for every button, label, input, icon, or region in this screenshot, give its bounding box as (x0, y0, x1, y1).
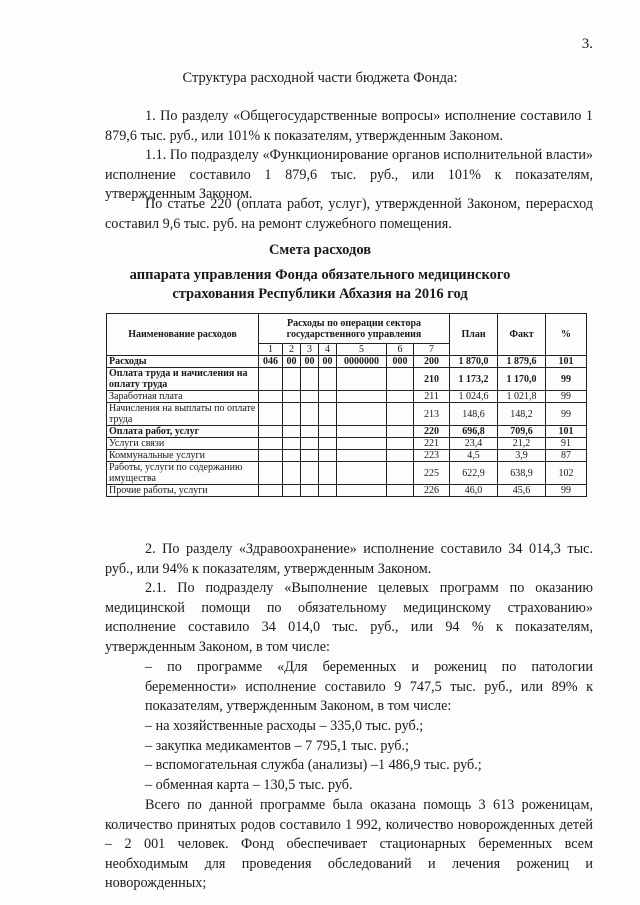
row-name-cell: Начисления на выплаты по оплате труда (107, 403, 259, 426)
code-cell (283, 485, 301, 497)
plan-cell: 696,8 (450, 426, 498, 438)
fact-cell: 709,6 (498, 426, 546, 438)
table-row (107, 391, 587, 403)
fact-cell: 3,9 (498, 450, 546, 462)
header-operations: Расходы по операции сектора государственного управления (259, 314, 450, 344)
code-cell (301, 438, 319, 450)
plan-cell: 1 173,2 (450, 368, 498, 391)
percent-cell: 99 (546, 403, 587, 426)
code-cell (283, 403, 301, 426)
header-fact: Факт (498, 314, 546, 356)
code-cell (319, 426, 337, 438)
table-row (107, 426, 587, 438)
code-cell (301, 368, 319, 391)
code-cell (337, 403, 387, 426)
plan-cell: 1 024,6 (450, 391, 498, 403)
code-cell (283, 368, 301, 391)
code-cell (387, 368, 414, 391)
code-cell: 221 (414, 438, 450, 450)
section2-item-4: – вспомогательная служба (анализы) –1 486,9 тыс. руб.; (145, 757, 482, 773)
code-cell (301, 426, 319, 438)
table-row (107, 356, 587, 368)
column-number: 4 (319, 344, 337, 356)
column-number: 6 (387, 344, 414, 356)
table-row (107, 485, 587, 497)
code-cell: 00 (319, 356, 337, 368)
code-cell (387, 450, 414, 462)
code-cell: 0000000 (337, 356, 387, 368)
fact-cell: 638,9 (498, 462, 546, 485)
row-name-cell: Оплата работ, услуг (107, 426, 259, 438)
smeta-title: Смета расходов (268, 242, 372, 258)
section1-paragraph-1: 1. По разделу «Общегосударственные вопросы» исполнение составило 1 879,6 тыс. руб., или 101% к показателям, утвержденным Законом. (105, 108, 593, 144)
code-cell (283, 462, 301, 485)
column-number: 1 (259, 344, 283, 356)
section2-item-5: – обменная карта – 130,5 тыс. руб. (145, 777, 353, 793)
code-cell (319, 391, 337, 403)
plan-cell: 148,6 (450, 403, 498, 426)
row-name-cell: Прочие работы, услуги (107, 485, 259, 497)
code-cell (259, 485, 283, 497)
code-cell (387, 438, 414, 450)
fact-cell: 148,2 (498, 403, 546, 426)
code-cell: 000 (387, 356, 414, 368)
code-cell (337, 368, 387, 391)
plan-cell: 23,4 (450, 438, 498, 450)
code-cell (337, 426, 387, 438)
fact-cell: 45,6 (498, 485, 546, 497)
code-cell (301, 485, 319, 497)
code-cell (283, 426, 301, 438)
percent-cell: 102 (546, 462, 587, 485)
code-cell: 210 (414, 368, 450, 391)
row-name-cell: Расходы (107, 356, 259, 368)
code-cell (337, 485, 387, 497)
table-row (107, 403, 587, 426)
code-cell (319, 403, 337, 426)
code-cell (387, 426, 414, 438)
code-cell (301, 450, 319, 462)
code-cell (259, 450, 283, 462)
code-cell (387, 403, 414, 426)
code-cell (259, 403, 283, 426)
code-cell (301, 391, 319, 403)
row-name-cell: Услуги связи (107, 438, 259, 450)
code-cell: 00 (301, 356, 319, 368)
percent-cell: 101 (546, 356, 587, 368)
code-cell (337, 391, 387, 403)
page-number: 3. (581, 36, 593, 52)
table-row (107, 450, 587, 462)
percent-cell: 99 (546, 368, 587, 391)
plan-cell: 622,9 (450, 462, 498, 485)
budget-table (106, 313, 587, 497)
section1-paragraph-3: По статье 220 (оплата работ, услуг), утвержденной Законом, перерасход составил 9,6 тыс. руб. на ремонт служебного помещения. (105, 196, 593, 232)
section2-paragraph-3: Всего по данной программе была оказана помощь 3 613 роженицам, количество принятых родов составило 1 992, количество новорожденных детей – 2 001 человек. Фонд обеспечивает стационарных беременных всем необходимым для проведения обследований и лечения рожениц и новорожденных; (105, 797, 593, 891)
code-cell: 00 (283, 356, 301, 368)
section2-paragraph-1: 2. По разделу «Здравоохранение» исполнение составило 34 014,3 тыс. руб., или 94% к показателям, утвержденным Законом. (105, 541, 593, 577)
code-cell (301, 462, 319, 485)
code-cell (387, 485, 414, 497)
table-row (107, 438, 587, 450)
column-number: 5 (337, 344, 387, 356)
section2-item-2: – на хозяйственные расходы – 335,0 тыс. руб.; (145, 718, 424, 734)
code-cell (337, 462, 387, 485)
section1-paragraph-2: 1.1. По подразделу «Функционирование органов исполнительной власти» исполнение составило 1 879,6 тыс. руб., или 101% к показателям, утвержденным Законом. (105, 147, 593, 202)
code-cell (337, 450, 387, 462)
code-cell: 211 (414, 391, 450, 403)
code-cell (319, 462, 337, 485)
code-cell: 046 (259, 356, 283, 368)
row-name-cell: Работы, услуги по содержанию имущества (107, 462, 259, 485)
plan-cell: 46,0 (450, 485, 498, 497)
code-cell (387, 391, 414, 403)
code-cell (301, 403, 319, 426)
smeta-subtitle-line-2: страхования Республики Абхазия на 2016 год (172, 286, 468, 302)
code-cell (259, 426, 283, 438)
code-cell (283, 450, 301, 462)
code-cell (259, 438, 283, 450)
code-cell (319, 450, 337, 462)
fact-cell: 1 170,0 (498, 368, 546, 391)
code-cell (283, 438, 301, 450)
percent-cell: 91 (546, 438, 587, 450)
percent-cell: 99 (546, 485, 587, 497)
header-percent: % (546, 314, 587, 356)
column-number: 7 (414, 344, 450, 356)
column-number: 2 (283, 344, 301, 356)
section2-item-3: – закупка медикаментов – 7 795,1 тыс. руб.; (145, 738, 409, 754)
fact-cell: 1 879,6 (498, 356, 546, 368)
code-cell (259, 368, 283, 391)
fact-cell: 1 021,8 (498, 391, 546, 403)
code-cell (319, 438, 337, 450)
row-name-cell: Заработная плата (107, 391, 259, 403)
code-cell (319, 485, 337, 497)
code-cell: 226 (414, 485, 450, 497)
page-heading: Структура расходной части бюджета Фонда: (182, 70, 458, 86)
fact-cell: 21,2 (498, 438, 546, 450)
code-cell (283, 391, 301, 403)
code-cell (259, 391, 283, 403)
plan-cell: 4,5 (450, 450, 498, 462)
percent-cell: 87 (546, 450, 587, 462)
percent-cell: 101 (546, 426, 587, 438)
column-number: 3 (301, 344, 319, 356)
header-plan: План (450, 314, 498, 356)
section2-paragraph-2: 2.1. По подразделу «Выполнение целевых программ по оказанию медицинской помощи по обязательному медицинскому страхованию» исполнение составило 34 014,0 тыс. руб., или 94 % к показателям, утвержденным Законом, в том числе: (105, 580, 593, 655)
code-cell: 220 (414, 426, 450, 438)
smeta-subtitle-line-1: аппарата управления Фонда обязательного медицинского (129, 267, 511, 283)
code-cell (319, 368, 337, 391)
code-cell: 213 (414, 403, 450, 426)
percent-cell: 99 (546, 391, 587, 403)
code-cell: 225 (414, 462, 450, 485)
plan-cell: 1 870,0 (450, 356, 498, 368)
code-cell (337, 438, 387, 450)
row-name-cell: Оплата труда и начисления на оплату труда (107, 368, 259, 391)
code-cell (387, 462, 414, 485)
code-cell: 223 (414, 450, 450, 462)
section2-item-1: – по программе «Для беременных и рожениц по патологии беременности» исполнение составило 9 747,5 тыс. руб., или 89% к показателям, утвержденным Законом, в том числе: (145, 659, 593, 714)
row-name-cell: Коммунальные услуги (107, 450, 259, 462)
code-cell (259, 462, 283, 485)
header-name: Наименование расходов (107, 314, 259, 356)
code-cell: 200 (414, 356, 450, 368)
budget-table-body (107, 356, 587, 497)
table-row (107, 462, 587, 485)
table-row (107, 368, 587, 391)
